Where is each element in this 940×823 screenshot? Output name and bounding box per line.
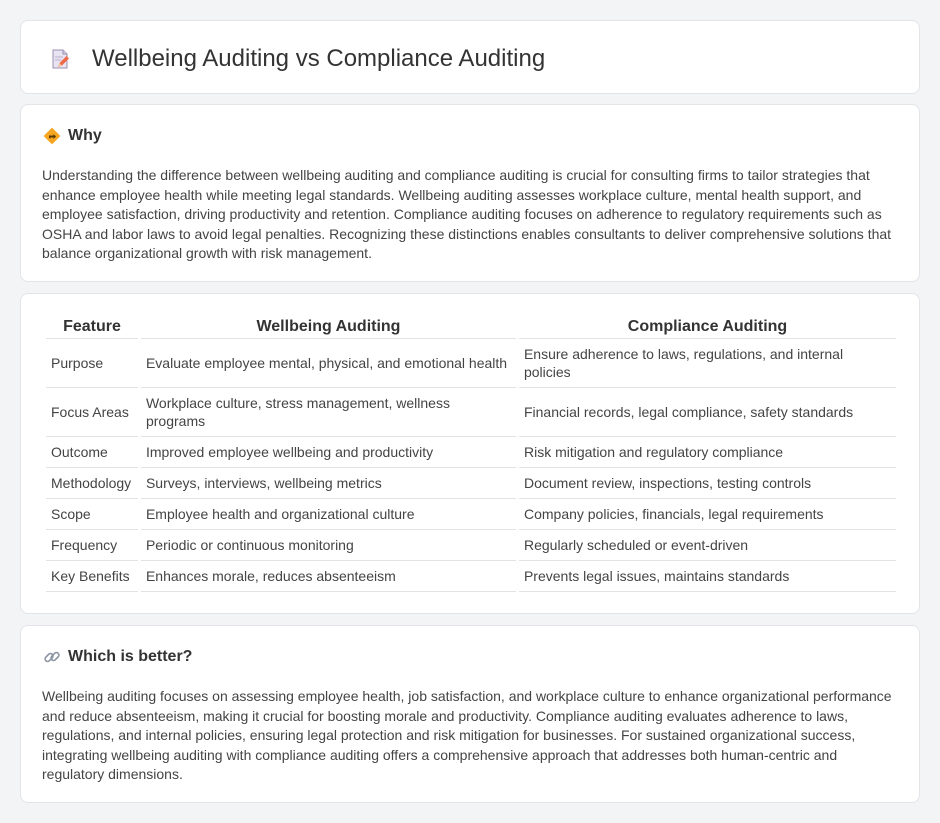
table-cell: Document review, inspections, testing controls bbox=[519, 468, 896, 499]
table-cell: Focus Areas bbox=[46, 388, 138, 437]
which-is-better-section bbox=[20, 625, 920, 803]
table-cell: Outcome bbox=[46, 437, 138, 468]
which-is-better-text: Wellbeing auditing focuses on assessing employee health, job satisfaction, and workplace culture to enhance organizational performance and reduce absenteeism, making it crucial for boosting morale and productivity. Compliance auditing evaluates adherence to laws, regulations, and internal policies, ensuring legal protection and risk mitigation for businesses. For sustained organizational success, integrating wellbeing auditing with compliance auditing offers a comprehensive approach that addresses both human-centric and regulatory dimensions. bbox=[42, 688, 892, 782]
table-cell: Evaluate employee mental, physical, and emotional health bbox=[141, 339, 516, 388]
page-title: Wellbeing Auditing vs Compliance Auditing bbox=[92, 45, 546, 72]
table-cell: Key Benefits bbox=[46, 561, 138, 592]
header-card bbox=[20, 20, 920, 94]
road-sign-icon bbox=[43, 127, 61, 145]
table-row bbox=[46, 388, 896, 437]
table-cell: Purpose bbox=[46, 339, 138, 388]
table-cell: Company policies, financials, legal requirements bbox=[519, 499, 896, 530]
table-row bbox=[46, 468, 896, 499]
column-header: Wellbeing Auditing bbox=[141, 315, 516, 339]
table-header-row bbox=[46, 315, 896, 339]
table-cell: Financial records, legal compliance, safety standards bbox=[519, 388, 896, 437]
which-is-better-heading: Which is better? bbox=[68, 648, 193, 665]
table-row bbox=[46, 437, 896, 468]
column-header: Feature bbox=[46, 315, 138, 339]
table-cell: Ensure adherence to laws, regulations, and internal policies bbox=[519, 339, 896, 388]
table-cell: Periodic or continuous monitoring bbox=[141, 530, 516, 561]
table-cell: Employee health and organizational culture bbox=[141, 499, 516, 530]
link-icon bbox=[43, 648, 61, 666]
table-cell: Regularly scheduled or event-driven bbox=[519, 530, 896, 561]
table-cell: Workplace culture, stress management, wellness programs bbox=[141, 388, 516, 437]
table-cell: Prevents legal issues, maintains standards bbox=[519, 561, 896, 592]
why-section bbox=[20, 104, 920, 282]
document-pencil-icon bbox=[49, 48, 71, 70]
table-cell: Enhances morale, reduces absenteeism bbox=[141, 561, 516, 592]
table-cell: Scope bbox=[46, 499, 138, 530]
why-heading: Why bbox=[68, 127, 102, 144]
table-cell: Frequency bbox=[46, 530, 138, 561]
table-row bbox=[46, 530, 896, 561]
table-row bbox=[46, 561, 896, 592]
table-cell: Methodology bbox=[46, 468, 138, 499]
table-row bbox=[46, 339, 896, 388]
column-header: Compliance Auditing bbox=[519, 315, 896, 339]
table-cell: Surveys, interviews, wellbeing metrics bbox=[141, 468, 516, 499]
comparison-table bbox=[43, 315, 899, 592]
why-text: Understanding the difference between wellbeing auditing and compliance auditing is crucial for consulting firms to tailor strategies that enhance employee health while meeting legal standards. Wellbeing auditing assesses workplace culture, mental health support, and employee satisfaction, driving productivity and retention. Compliance auditing focuses on adherence to regulatory requirements such as OSHA and labor laws to avoid legal penalties. Recognizing these distinctions enables consultants to deliver comprehensive solutions that balance organizational growth with risk management. bbox=[42, 167, 892, 261]
comparison-table-card bbox=[20, 293, 920, 614]
table-row bbox=[46, 499, 896, 530]
table-cell: Improved employee wellbeing and productivity bbox=[141, 437, 516, 468]
table-cell: Risk mitigation and regulatory compliance bbox=[519, 437, 896, 468]
